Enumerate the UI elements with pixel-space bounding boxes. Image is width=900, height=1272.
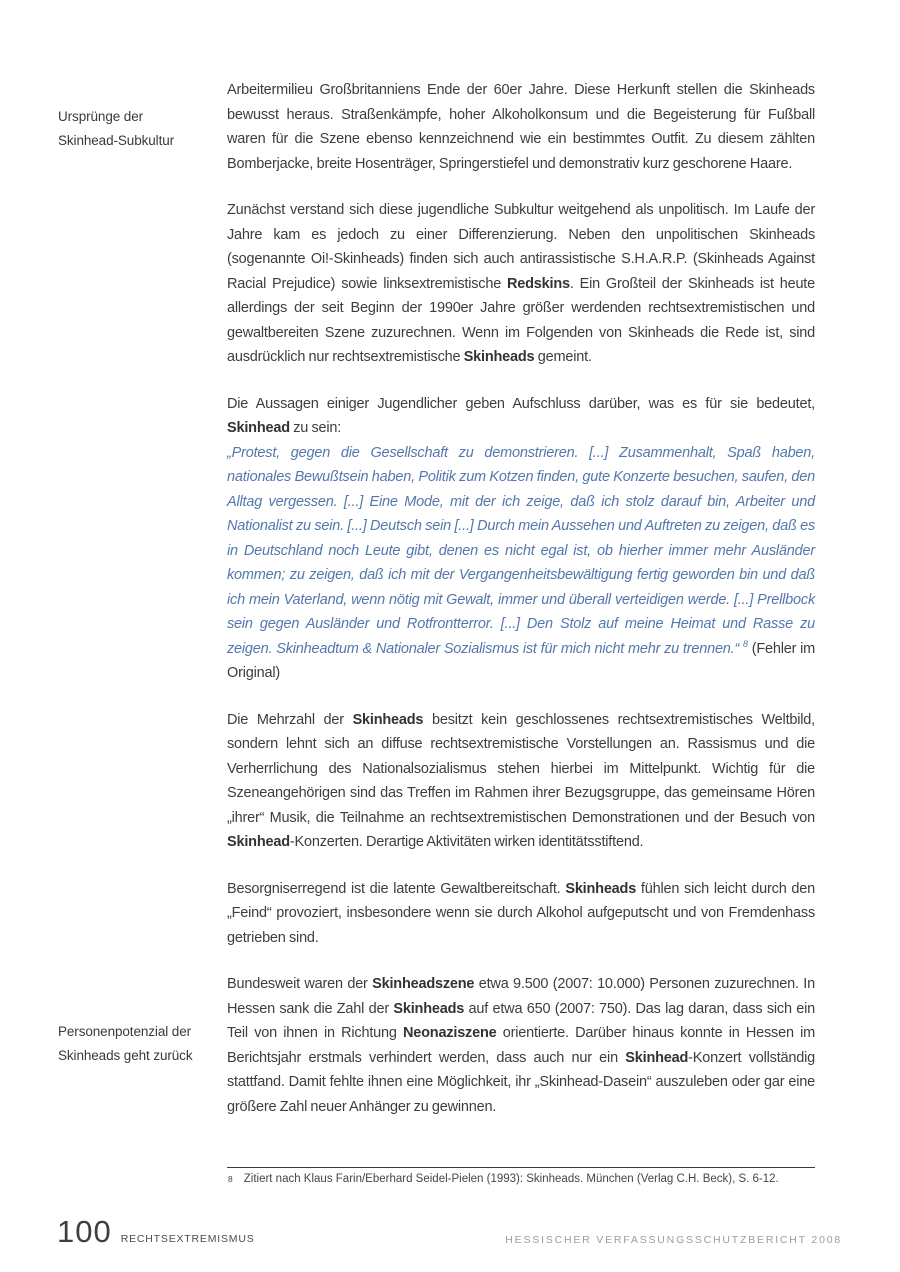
text-run: Besorgniserregend ist die latente Gewaltbereitschaft. [227,880,566,897]
bold-term: Skinhead [227,834,290,850]
footer-left [57,1214,255,1250]
paragraph [227,877,815,951]
bold-term: Skinheads [393,1000,465,1017]
footer-section-label: RECHTSEXTREMISMUS [120,1233,255,1245]
text-run: Die Aussagen einiger Jugendlicher geben Aufschluss darüber, was es für sie bedeutet, [227,395,815,412]
bold-term: Skinhead [625,1049,689,1066]
text-run: . Ein Großteil der Skinheads ist heute allerdings der seit Beginn der 1990er Jahre größer werdenden rechtsextremistischen und gewaltbereiten Szene zuzurechnen. Wenn im Folgenden von Skinheads die Rede ist, sind ausdrücklich nur rechtsextremistische [227,275,815,365]
margin-note-line: Ursprünge der [58,109,143,124]
text-run: auf etwa 650 (2007: 750). Das lag daran, dass sich ein Teil von ihnen in Richtung [227,1000,815,1041]
text-run: (Fehler im Original) [227,640,815,681]
paragraph [227,198,815,370]
text-run: -Konzerten. Derartige Aktivitäten wirken identitätsstiftend. [289,834,644,850]
text-run: Die Mehrzahl der [227,711,353,728]
bold-term: Skinheads [352,711,424,728]
main-text-column [227,78,815,1141]
margin-note-personnel [58,1020,218,1068]
text-run: besitzt kein geschlossenes rechtsextremistisches Weltbild, sondern lehnt sich an diffuse rechtsextremistische Vorstellungen an. Rassismus und die Verherrlichung des Nationalsozialismus stehen hierbei im Mittelpunkt. Wichtig für die Szeneangehörigen sind das Treffen im Rahmen ihrer Bezugsgruppe, das gemeinsame Hören „ihrer“ Musik, die Teilnahme an rechtsextremistischen Demonstrationen und der Besuch von [227,711,815,826]
margin-note-origins [58,105,218,153]
text-run: orientierte. Darüber hinaus konnte in Hessen im Berichtsjahr erstmals verhindert werden, dass auch nur ein [227,1025,815,1066]
footnote [228,1172,816,1186]
footnote-ref: 8 [743,638,748,649]
paragraph [227,392,815,686]
page-number: 100 [57,1214,112,1249]
text-run: -Konzert vollständig stattfand. Damit fehlte ihnen eine Möglichkeit, ihr „Skinhead-Dasein“ auszuleben oder gar eine größere Zahl neuer Anhänger zu gewinnen. [227,1049,816,1115]
text-run: zu sein: [289,420,342,436]
footnote-text: Zitiert nach Klaus Farin/Eberhard Seidel-Pielen (1993): Skinheads. München (Verlag C.H. Beck), S. 6-12. [243,1173,779,1185]
text-run: Bundesweit waren der [227,976,373,992]
text-run: fühlen sich leicht durch den „Feind“ provoziert, insbesondere wenn sie durch Alkohol aufgeputscht und von Fremdenhass getrieben sind. [227,880,815,946]
text-run: Arbeitermilieu Großbritanniens Ende der 60er Jahre. Diese Herkunft stellen die Skinheads bewusst heraus. Straßenkämpfe, hoher Alkoholkonsum und die Begeisterung für Fußball waren für die Szene ebenso kennzeichnend wie ein bestimmtes Outfit. Zu diesem zählten Bomberjacke, breite Hosenträger, Springerstiefel und demonstrativ kurz geschorene Haare. [227,82,815,172]
text-run: Zunächst verstand sich diese jugendliche Subkultur weitgehend als unpolitisch. Im Laufe der Jahre kam es jedoch zu einer Differenzierung. Neben den unpolitischen Skinheads (sogenannte Oi!-Skinheads) finden sich auch antirassistische S.H.A.R.P. (Skinheads Against Racial Prejudice) sowie linksextremistische [227,202,815,292]
text-run: etwa 9.500 (2007: 10.000) Personen zuzurechnen. In Hessen sank die Zahl der [227,976,815,1017]
bold-term: Neonaziszene [403,1025,497,1041]
text-run: gemeint. [534,349,592,365]
paragraph [227,708,815,855]
bold-term: Redskins [507,275,570,292]
bold-term: Skinheads [565,880,637,897]
bold-term: Skinhead [227,420,290,436]
margin-note-line: Personenpotenzial der [58,1024,191,1039]
page-footer [0,1216,900,1256]
paragraph [227,78,815,176]
bold-term: Skinheadszene [372,976,475,992]
paragraph [227,972,815,1119]
footnote-rule [227,1167,815,1168]
footnote-marker: 8 [228,1174,233,1184]
bold-term: Skinheads [463,349,535,365]
footer-report-title: HESSISCHER VERFASSUNGSSCHUTZBERICHT 2008 [505,1234,842,1246]
quote-run: „Protest, gegen die Gesellschaft zu demonstrieren. [...] Zusammenhalt, Spaß haben, nationales Bewußtsein haben, Politik zum Kotzen finden, gute Konzerte besuchen, saufen, den Alltag vergessen. [...] Eine Mode, mit der ich zeige, daß ich stolz darauf bin, Arbeiter und Nationalist zu sein. [...] Deutsch sein [...] Durch mein Aussehen und Auftreten zu zeigen, daß es in Deutschland noch Leute gibt, denen es nicht egal ist, ob hierher immer mehr Ausländer kommen; zu zeigen, daß ich mit der Vergangenheitsbewältigung fertig geworden bin und daß ich mein Vaterland, wenn nötig mit Gewalt, immer und überall verteidigen werde. [...] Prellbock sein gegen Ausländer und Rotfrontterror. [...] Den Stolz auf meine Heimat und Rasse zu zeigen. Skinheadtum & Nationaler Sozialismus ist für mich nicht mehr zu trennen.“ [227,444,815,657]
margin-note-line: Skinhead-Subkultur [58,133,175,148]
margin-note-line: Skinheads geht zurück [58,1048,193,1063]
